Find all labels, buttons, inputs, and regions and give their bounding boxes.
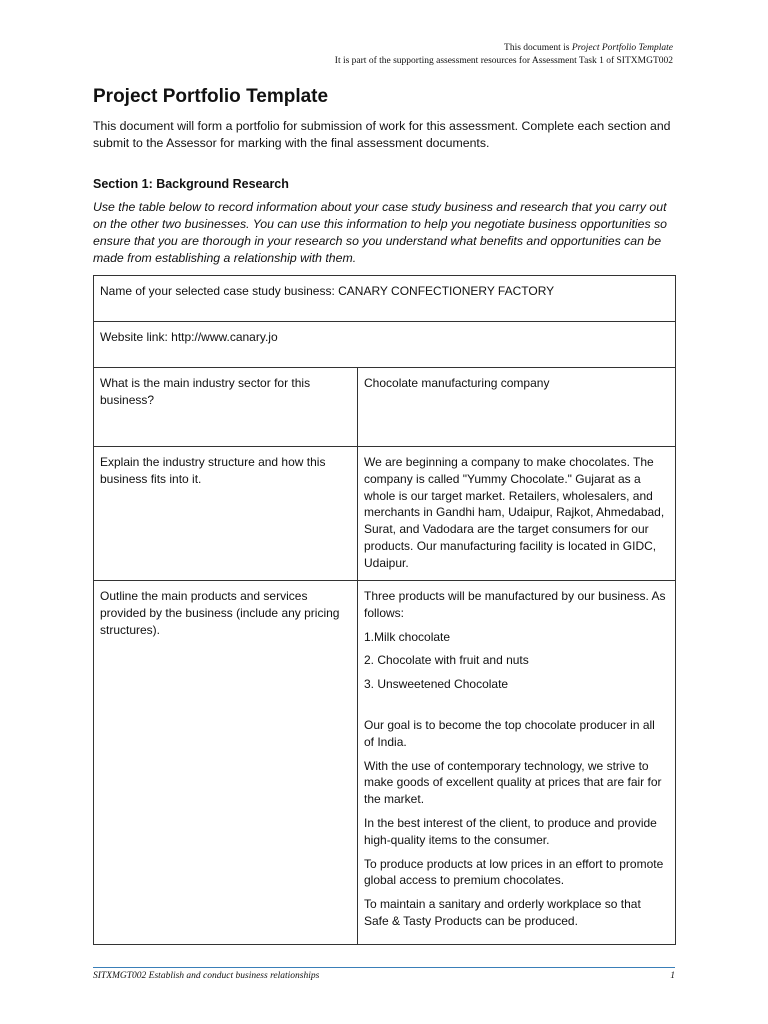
products-answer-paragraph: To produce products at low prices in an effort to promote global access to premium chocolates. [364, 856, 664, 888]
website-link-cell[interactable]: Website link: http://www.canary.jo [94, 322, 676, 368]
page-footer [93, 967, 675, 981]
products-answer-paragraph: 2. Chocolate with fruit and nuts [364, 653, 529, 668]
section-1-heading: Section 1: Background Research [93, 177, 289, 191]
page-number: 1 [670, 971, 675, 981]
business-name-cell[interactable]: Name of your selected case study business: CANARY CONFECTIONERY FACTORY [94, 276, 676, 322]
products-services-question: Outline the main products and services provided by the business (include any pricing structures). [94, 581, 358, 945]
header-line-2: It is part of the supporting assessment resources for Assessment Task 1 of SITXMGT002 [334, 56, 673, 66]
products-answer-paragraph: Three products will be manufactured by our business. As follows: [364, 589, 666, 620]
products-answer-paragraph: In the best interest of the client, to produce and provide high-quality items to the consumer. [364, 815, 657, 847]
footer-unit-title: SITXMGT002 Establish and conduct business relationships [93, 971, 320, 981]
page-title: Project Portfolio Template [93, 86, 329, 107]
products-answer-paragraph: 1.Milk chocolate [364, 629, 451, 644]
header-line-1: This document is Project Portfolio Template [504, 43, 673, 53]
intro-paragraph: This document will form a portfolio for submission of work for this assessment. Complete each section and submit to the Assessor for marking with the final assessment documents. [93, 119, 671, 150]
products-answer-paragraph: With the use of contemporary technology, we strive to make goods of excellent quality at prices that are fair for the market. [364, 758, 662, 807]
industry-structure-question: Explain the industry structure and how this business fits into it. [94, 447, 358, 581]
table-row [94, 581, 676, 945]
industry-sector-question: What is the main industry sector for this business? [94, 368, 358, 447]
section-1-instructions: Use the table below to record information about your case study business and research that you carry out on the other two businesses. You can use this information to help you negotiate business opportunities so ensure that you are thorough in your research so you understand what benefits and opportunities can be made from establishing a relationship with them. [93, 200, 667, 265]
industry-structure-answer[interactable]: We are beginning a company to make chocolates. The company is called "Yummy Chocolate." Gujarat as a whole is our target market. Retailers, wholesalers, and merchants in Gandhi ham, Udaipur, Rajkot, Ahmedabad, Surat, and Vadodara are the target consumers for our products. Our manufacturing facility is located in GIDC, Udaipur. [358, 447, 676, 581]
products-answer-paragraph: 3. Unsweetened Chocolate [364, 677, 509, 692]
table-row [94, 276, 676, 322]
header-doc-title: Project Portfolio Template [571, 43, 673, 53]
products-answer-paragraph: To maintain a sanitary and orderly workplace so that Safe & Tasty Products can be produced. [364, 897, 641, 928]
table-row [94, 447, 676, 581]
table-row [94, 322, 676, 368]
table-row [94, 368, 676, 447]
background-research-table [93, 275, 676, 945]
products-services-answer[interactable] [358, 581, 676, 945]
page-header [335, 42, 673, 68]
products-answer-paragraph: Our goal is to become the top chocolate producer in all of India. [364, 717, 655, 749]
industry-sector-answer[interactable]: Chocolate manufacturing company [358, 368, 676, 447]
